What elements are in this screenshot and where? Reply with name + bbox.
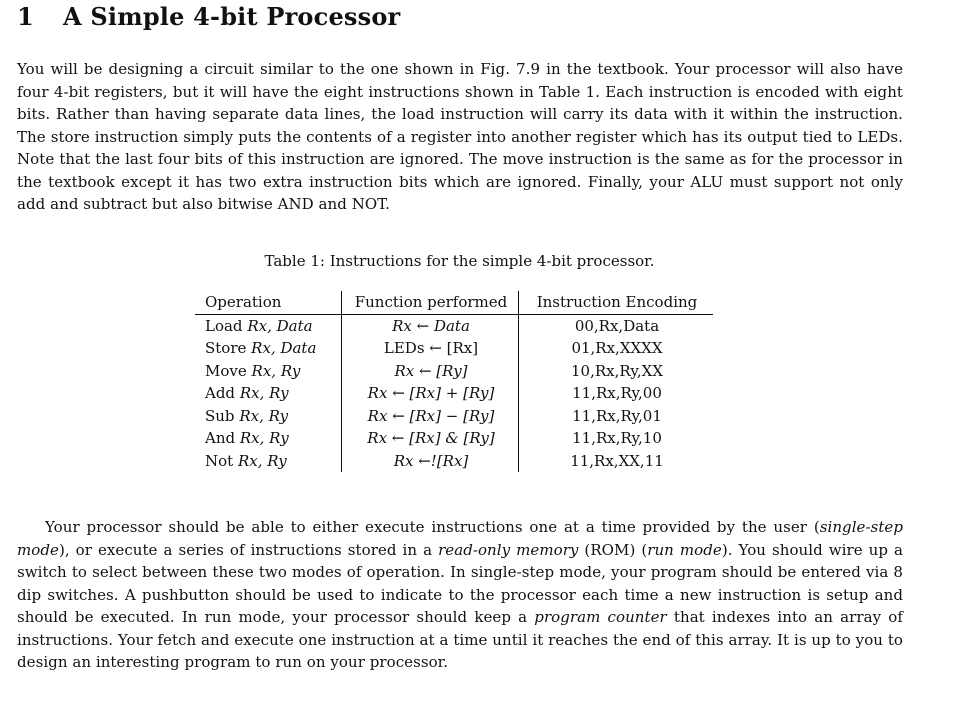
encoding-cell: 01,Rx,XXXX [571, 339, 663, 357]
table-row [195, 405, 713, 428]
section-title: A Simple 4-bit Processor [63, 2, 401, 31]
operation-cell [195, 450, 342, 473]
table-caption: Table 1: Instructions for the simple 4-bit processor. [264, 252, 655, 270]
operation-cell [195, 360, 342, 383]
encoding-cell: 11,Rx,XX,11 [570, 451, 664, 470]
op-name: Move [205, 361, 247, 380]
p2-text-2: ), or execute a series of instructions stored in a [58, 540, 439, 559]
op-name: Add [205, 384, 236, 402]
p2-emph-single-step: single-step mode [17, 518, 903, 559]
instruction-table [195, 291, 713, 472]
op-args: Rx, Ry [239, 406, 289, 425]
operation-cell [195, 314, 342, 337]
op-args: Rx, Ry [237, 451, 287, 470]
function-cell: Rx ← [Rx] & [Ry] [342, 427, 519, 450]
function-cell: Rx ← [Rx] − [Ry] [342, 405, 519, 428]
function-cell: Rx ← [Rx] + [Ry] [342, 382, 519, 405]
section-heading [17, 2, 400, 31]
p2-text-4: ). You should wire up a switch to select between these two modes of operation. In single-step mode, your program should be entered via 8 dip switches. A pushbutton should be used to indicate to the processor each time a new instruction is setup and should be executed. In run mode, your processor should keep a [17, 540, 903, 626]
op-name: Sub [205, 406, 235, 425]
table-header-row [195, 291, 713, 314]
table-row [195, 314, 713, 337]
op-name: And [205, 429, 236, 447]
header-operation: Operation [195, 291, 342, 314]
operation-cell [195, 427, 342, 450]
op-args: Rx, Ry [251, 361, 301, 380]
operation-cell [195, 405, 342, 428]
header-encoding: Instruction Encoding [519, 291, 714, 314]
encoding-cell: 11,Rx,Ry,01 [572, 406, 662, 425]
p2-text-5: that indexes into an array of instructions. Your fetch and execute one instruction at a time until it reaches the end of this array. It is up to you to design an interesting program to run on your processor. [17, 608, 903, 671]
op-name: Store [205, 339, 247, 357]
op-args: Rx, Ry [239, 384, 289, 402]
table-row [195, 450, 713, 473]
encoding-cell: 00,Rx,Data [574, 316, 660, 335]
p2-emph-run-mode: run mode [647, 540, 722, 559]
operation-cell [195, 382, 342, 405]
intro-paragraph: You will be designing a circuit similar to the one shown in Fig. 7.9 in the textbook. Your processor will also have four 4-bit registers, but it will have the eight instructions shown in Table 1. Each instruction is encoded with eight bits. Rather than having separate data lines, the load instruction will carry its data with it within the instruction. The store instruction simply puts the contents of a register into another register which has its output tied to LEDs. Note that the last four bits of this instruction are ignored. The move instruction is the same as for the processor in the textbook except it has two extra instruction bits which are ignored. Finally, your ALU must support not only add and subtract but also bitwise AND and NOT. [17, 60, 903, 213]
function-cell: Rx ← Data [342, 314, 519, 337]
op-args: Rx, Data [251, 339, 317, 357]
p2-emph-program-counter: program counter [534, 608, 667, 626]
p2-text-3: (ROM) ( [578, 540, 648, 559]
table-row [195, 382, 713, 405]
header-function: Function performed [342, 291, 519, 314]
encoding-cell: 10,Rx,Ry,XX [570, 361, 663, 380]
table-row [195, 360, 713, 383]
op-name: Load [205, 316, 243, 335]
op-args: Rx, Ry [239, 429, 289, 447]
p2-emph-rom: read-only memory [438, 540, 579, 559]
operation-cell [195, 337, 342, 360]
function-cell: Rx ←![Rx] [342, 450, 519, 473]
op-name: Not [205, 451, 234, 470]
table-row [195, 427, 713, 450]
encoding-cell: 11,Rx,Ry,10 [572, 429, 662, 447]
modes-paragraph [17, 516, 903, 674]
section-number: 1 [17, 2, 34, 31]
table-row [195, 337, 713, 360]
function-cell: Rx ← [Ry] [342, 360, 519, 383]
p2-text-1: Your processor should be able to either execute instructions one at a time provided by the user ( [45, 518, 820, 536]
encoding-cell: 11,Rx,Ry,00 [572, 384, 662, 402]
op-args: Rx, Data [247, 316, 313, 335]
function-cell: LEDs ← [Rx] [342, 337, 519, 360]
